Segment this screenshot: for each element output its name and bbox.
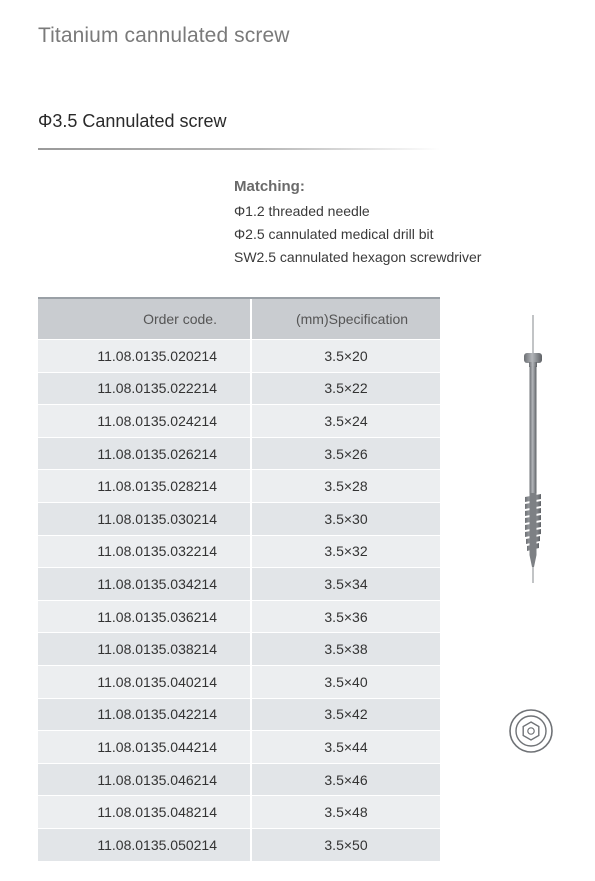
specification-cell: 3.5×28	[251, 470, 440, 503]
table-row	[38, 665, 440, 698]
specification-cell: 3.5×30	[251, 502, 440, 535]
header-specification: (mm)Specification	[251, 298, 440, 340]
specification-cell: 3.5×42	[251, 698, 440, 731]
matching-item: SW2.5 cannulated hexagon screwdriver	[234, 249, 482, 265]
page-title: Titanium cannulated screw	[38, 24, 290, 47]
header-order-code: Order code.	[38, 298, 251, 340]
order-code-cell: 11.08.0135.042214	[38, 698, 251, 731]
table-row	[38, 600, 440, 633]
order-code-cell: 11.08.0135.040214	[38, 665, 251, 698]
table-row	[38, 340, 440, 373]
specification-cell: 3.5×44	[251, 731, 440, 764]
order-code-cell: 11.08.0135.030214	[38, 502, 251, 535]
screw-head-end-view	[508, 708, 554, 754]
table-row	[38, 502, 440, 535]
order-code-cell: 11.08.0135.032214	[38, 535, 251, 568]
matching-block	[234, 175, 481, 269]
order-code-cell: 11.08.0135.038214	[38, 633, 251, 666]
specification-cell: 3.5×38	[251, 633, 440, 666]
order-code-cell: 11.08.0135.050214	[38, 828, 251, 861]
matching-item: Φ1.2 threaded needle	[234, 203, 370, 219]
table-row	[38, 568, 440, 601]
specification-cell: 3.5×40	[251, 665, 440, 698]
specification-cell: 3.5×48	[251, 796, 440, 829]
table-row	[38, 470, 440, 503]
specification-cell: 3.5×46	[251, 763, 440, 796]
order-code-cell: 11.08.0135.026214	[38, 437, 251, 470]
order-code-cell: 11.08.0135.024214	[38, 405, 251, 438]
table-row	[38, 437, 440, 470]
specification-cell: 3.5×36	[251, 600, 440, 633]
order-code-cell: 11.08.0135.034214	[38, 568, 251, 601]
order-code-cell: 11.08.0135.044214	[38, 731, 251, 764]
section-title: Φ3.5 Cannulated screw	[38, 111, 227, 131]
order-code-cell: 11.08.0135.036214	[38, 600, 251, 633]
table-row	[38, 796, 440, 829]
spec-table	[38, 297, 440, 862]
table-row	[38, 698, 440, 731]
table-row	[38, 405, 440, 438]
specification-cell: 3.5×26	[251, 437, 440, 470]
table-row	[38, 828, 440, 861]
specification-cell: 3.5×34	[251, 568, 440, 601]
table-header-row	[38, 298, 440, 340]
matching-heading: Matching:	[234, 178, 305, 195]
section-divider	[38, 148, 440, 150]
order-code-cell: 11.08.0135.048214	[38, 796, 251, 829]
order-code-cell: 11.08.0135.028214	[38, 470, 251, 503]
specification-cell: 3.5×20	[251, 340, 440, 373]
matching-item: Φ2.5 cannulated medical drill bit	[234, 226, 434, 242]
specification-cell: 3.5×22	[251, 372, 440, 405]
order-code-cell: 11.08.0135.046214	[38, 763, 251, 796]
table-row	[38, 633, 440, 666]
table-row	[38, 372, 440, 405]
screw-image	[508, 315, 558, 585]
specification-cell: 3.5×24	[251, 405, 440, 438]
specification-cell: 3.5×32	[251, 535, 440, 568]
table-row	[38, 763, 440, 796]
specification-cell: 3.5×50	[251, 828, 440, 861]
table-row	[38, 731, 440, 764]
table-row	[38, 535, 440, 568]
order-code-cell: 11.08.0135.020214	[38, 340, 251, 373]
order-code-cell: 11.08.0135.022214	[38, 372, 251, 405]
